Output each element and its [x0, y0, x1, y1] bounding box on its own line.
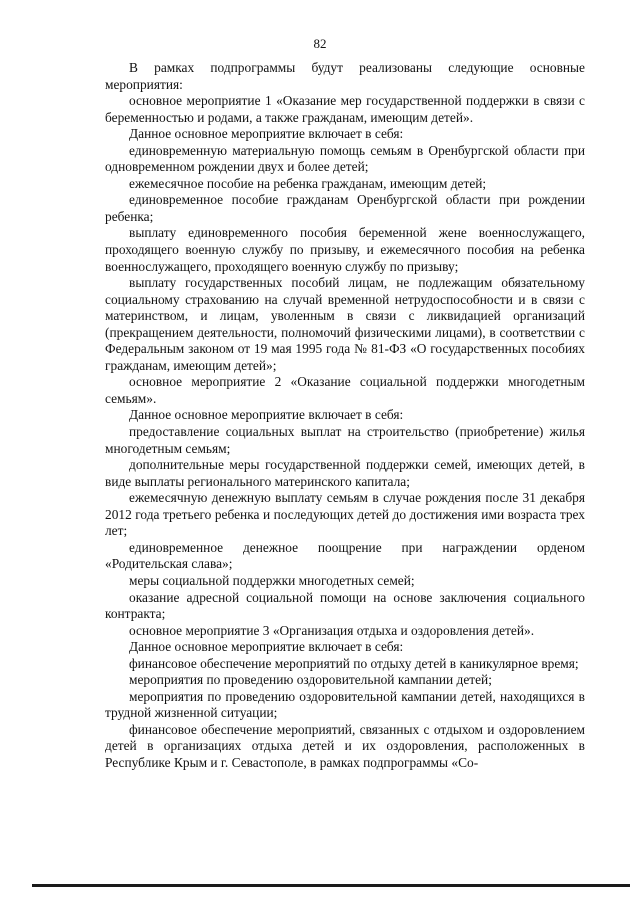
paragraph: выплату государственных пособий лицам, не подлежащим обязательному социальному страхованию на случай временной нетрудоспособности и в связи с материнством, и лицам, уволенным в связи с ликвидацией организаций (прекращением деятельности, полномочий физическими лицами), в соответствии с Федеральным законом от 19 мая 1995 года № 81-ФЗ «О государственных пособиях гражданам, имеющим детей»;: [105, 275, 585, 373]
paragraph: основное мероприятие 1 «Оказание мер государственной поддержки в связи с беременностью и родами, а также гражданам, имеющим детей».: [105, 93, 585, 125]
paragraph: единовременную материальную помощь семьям в Оренбургской области при одновременном рождении двух и более детей;: [105, 142, 585, 175]
paragraph: оказание адресной социальной помощи на основе заключения социального контракта;: [105, 589, 585, 622]
paragraph: финансовое обеспечение мероприятий по отдыху детей в каникулярное время;: [129, 655, 579, 671]
paragraph: основное мероприятие 2 «Оказание социальной поддержки многодетным семьям».: [105, 374, 585, 406]
paragraph: мероприятия по проведению оздоровительной кампании детей, находящихся в трудной жизненной ситуации;: [105, 688, 585, 721]
paragraph: основное мероприятие 3 «Организация отдыха и оздоровления детей».: [129, 622, 535, 638]
paragraph: единовременное пособие гражданам Оренбургской области при рождении ребенка;: [105, 192, 585, 224]
paragraph: предоставление социальных выплат на строительство (приобретение) жилья многодетным семьям;: [105, 424, 585, 456]
paragraph: Данное основное мероприятие включает в себя:: [129, 639, 404, 655]
paragraph: дополнительные меры государственной поддержки семей, имеющих детей, в виде выплаты регионального материнского капитала;: [105, 457, 585, 489]
document-body: [105, 60, 585, 772]
paragraph: ежемесячное пособие на ребенка гражданам, имеющим детей;: [129, 175, 487, 191]
paragraph: ежемесячную денежную выплату семьям в случае рождения после 31 декабря 2012 года третьего ребенка и последующих детей до достижения ими возраста трех лет;: [105, 490, 585, 539]
page-number: 82: [313, 36, 327, 51]
paragraph: выплату единовременного пособия беременной жене военнослужащего, проходящего военную службу по призыву, и ежемесячного пособия на ребенка военнослужащего, проходящего военную службу по призыву;: [105, 225, 585, 274]
paragraph: Данное основное мероприятие включает в себя:: [129, 407, 404, 423]
paragraph: мероприятия по проведению оздоровительной кампании детей;: [129, 672, 492, 688]
paragraph: единовременное денежное поощрение при награждении орденом «Родительская слава»;: [105, 539, 585, 572]
paragraph: Данное основное мероприятие включает в себя:: [129, 126, 404, 142]
paragraph: В рамках подпрограммы будут реализованы следующие основные мероприятия:: [105, 60, 585, 92]
paragraph: финансовое обеспечение мероприятий, связанных с отдыхом и оздоровлением детей в организациях отдыха детей и их оздоровления, расположенных в Республике Крым и г. Севастополе, в рамках подпрограммы «Со-: [105, 721, 585, 770]
paragraph: меры социальной поддержки многодетных семей;: [129, 572, 415, 588]
bottom-rule: [32, 884, 630, 887]
